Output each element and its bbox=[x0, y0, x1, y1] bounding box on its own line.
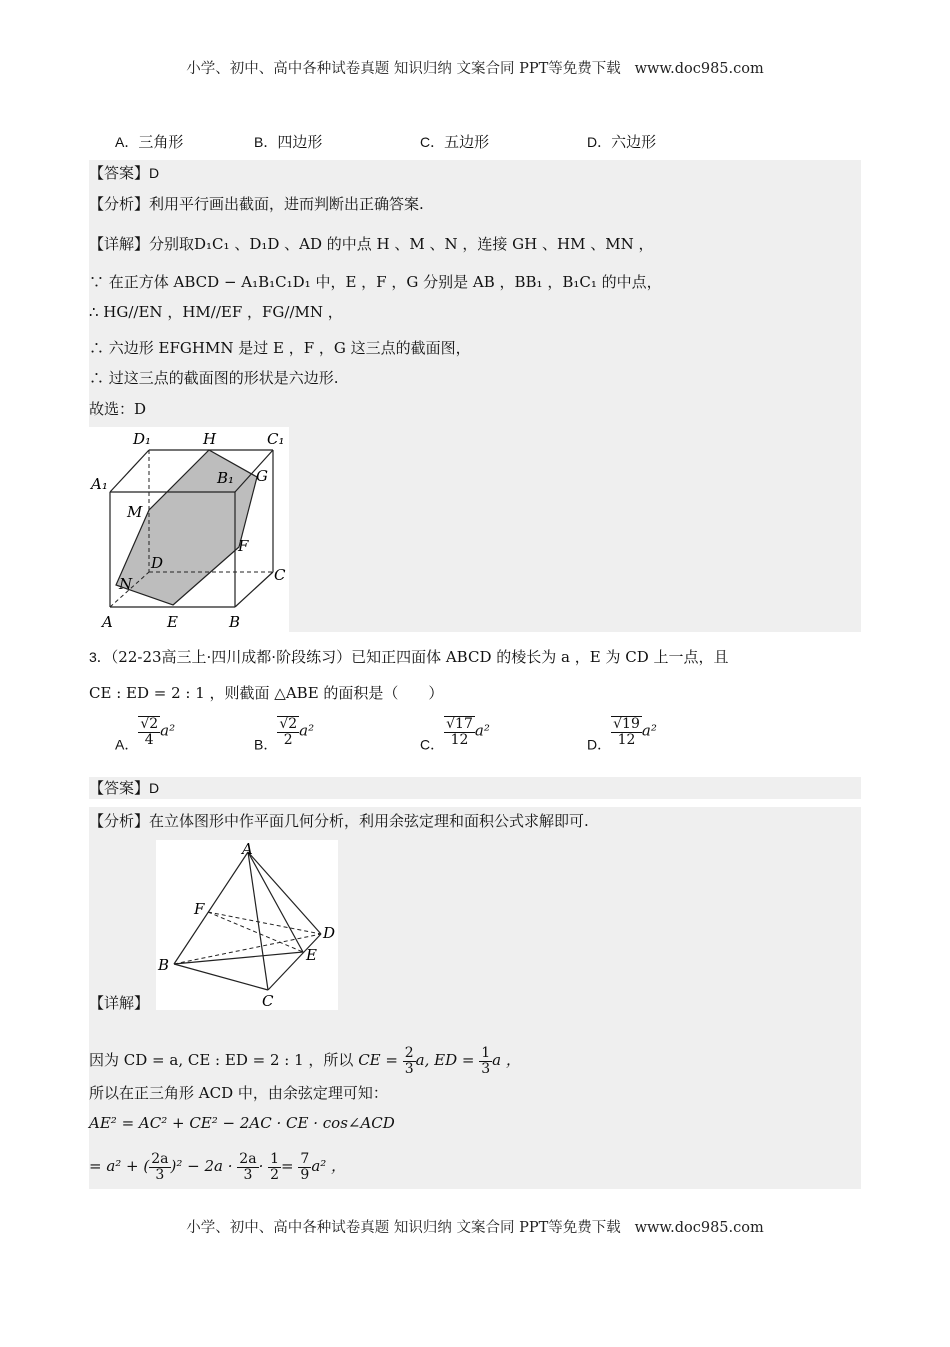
label-h: H bbox=[203, 430, 217, 448]
q2-option-d: D．六边形 bbox=[587, 133, 657, 151]
cube-figure bbox=[89, 427, 289, 632]
q2-detail-line-1: 【详解】分别取D₁C₁ 、D₁D 、AD 的中点 H 、M 、N ，连接 GH 、HM 、MN ， bbox=[89, 235, 654, 253]
footer-text: 小学、初中、高中各种试卷真题 知识归纳 文案合同 PPT等免费下载 bbox=[186, 1220, 621, 1236]
header-text: 小学、初中、高中各种试卷真题 知识归纳 文案合同 PPT等免费下载 bbox=[186, 61, 621, 77]
label-e: E bbox=[167, 613, 178, 631]
label-d1: D₁ bbox=[133, 430, 152, 448]
label-f: F bbox=[194, 900, 205, 918]
q3-option-a: A． $\frac{√2}{4}$ a² bbox=[115, 716, 176, 753]
q2-detail-line-5: ∴ 过这三点的截面图的形状是六边形. bbox=[89, 369, 339, 387]
label-c: C bbox=[274, 566, 286, 584]
q3-detail-label: 【详解】 bbox=[89, 994, 150, 1012]
q3-cosine-line-2: = a² + ( $\frac{2a}{3}$ )² − 2a · $\frac{2a}{3}$ · $\frac{1}{2}$ = $\frac{7}{9}$ a² ， bbox=[89, 1150, 347, 1183]
label-g: G bbox=[256, 467, 268, 485]
q3-stem-line-1: 3．（22-23高三上·四川成都·阶段练习）已知正四面体 ABCD 的棱长为 a ，E 为 CD 上一点，且 bbox=[89, 648, 729, 666]
q3-option-b: B． $\frac{√2}{2}$ a² bbox=[254, 716, 315, 753]
label-b: B bbox=[229, 613, 241, 631]
label-c: C bbox=[262, 992, 274, 1010]
label-a: A bbox=[242, 840, 253, 858]
tetrahedron-figure bbox=[156, 840, 338, 1010]
label-n: N bbox=[119, 575, 133, 593]
q2-option-a: A．三角形 bbox=[115, 133, 184, 151]
page-footer bbox=[0, 1216, 950, 1237]
label-b: B bbox=[158, 956, 170, 974]
q3-answer-block bbox=[89, 777, 861, 799]
q3-answer: 【答案】D bbox=[89, 779, 160, 797]
q3-option-d: D． $\frac{√19}{12}$ a² bbox=[587, 716, 657, 753]
label-e: E bbox=[306, 946, 317, 964]
footer-url[interactable]: www.doc985.com bbox=[634, 1220, 764, 1236]
label-a1: A₁ bbox=[91, 475, 108, 493]
q2-answer: 【答案】D bbox=[89, 164, 160, 182]
q2-conclusion: 故选：D bbox=[89, 400, 147, 418]
q3-analysis: 【分析】在立体图形中作平面几何分析，利用余弦定理和面积公式求解即可. bbox=[89, 812, 589, 830]
label-d: D bbox=[323, 924, 336, 942]
page-header bbox=[0, 57, 950, 78]
q2-detail-line-3: ∴ HG//EN ，HM//EF ，FG//MN ， bbox=[89, 303, 343, 321]
q2-detail-line-4: ∴ 六边形 EFGHMN 是过 E ，F ，G 这三点的截面图， bbox=[89, 339, 471, 357]
header-url[interactable]: www.doc985.com bbox=[634, 61, 764, 77]
q3-detail-line-1: 因为 CD = a, CE : ED = 2 : 1 ，所以 CE = $\frac{2}{3}$ a, ED = $\frac{1}{3}$ a ， bbox=[89, 1044, 521, 1077]
label-c1: C₁ bbox=[267, 430, 285, 448]
label-f: F bbox=[238, 537, 249, 555]
q2-analysis: 【分析】利用平行画出截面，进而判断出正确答案. bbox=[89, 195, 424, 213]
label-b1: B₁ bbox=[217, 469, 235, 487]
q3-option-c: C． $\frac{√17}{12}$ a² bbox=[420, 716, 490, 753]
label-a: A bbox=[102, 613, 113, 631]
label-m: M bbox=[127, 503, 143, 521]
q2-option-b: B．四边形 bbox=[254, 133, 323, 151]
q2-option-c: C．五边形 bbox=[420, 133, 490, 151]
q3-stem-line-2: CE : ED = 2 : 1 ，则截面 △ABE 的面积是（ ） bbox=[89, 684, 444, 702]
q2-detail-line-2: ∵ 在正方体 ABCD − A₁B₁C₁D₁ 中，E ，F ，G 分别是 AB ，BB₁ ，B₁C₁ 的中点， bbox=[89, 273, 662, 291]
q3-cosine-line-1: AE² = AC² + CE² − 2AC · CE · cos∠ACD bbox=[89, 1114, 395, 1132]
q3-detail-line-2: 所以在正三角形 ACD 中，由余弦定理可知： bbox=[89, 1084, 388, 1102]
label-d: D bbox=[151, 554, 164, 572]
